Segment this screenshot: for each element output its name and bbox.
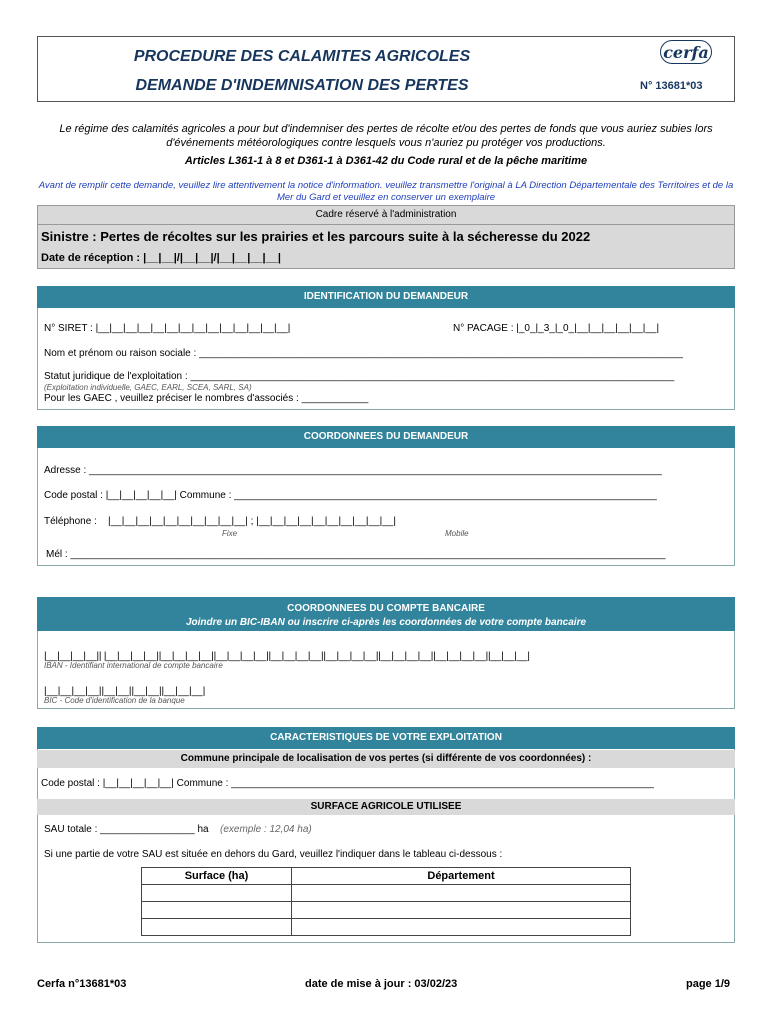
form-title: PROCEDURE DES CALAMITES AGRICOLES (133, 48, 471, 65)
table-cell[interactable] (142, 885, 292, 902)
table-cell[interactable] (292, 885, 631, 902)
table-row (142, 902, 631, 919)
table-cell[interactable] (292, 919, 631, 936)
admin-divider (37, 224, 735, 225)
mel-field[interactable]: Mél : ___________________________________________________________________________________________________________ (46, 549, 666, 560)
cerfa-number: N° 13681*03 (640, 80, 703, 92)
sau-note: Si une partie de votre SAU est située en dehors du Gard, veuillez l'indiquer dans le tableau ci-dessous : (44, 849, 503, 860)
departement-header: Département (292, 868, 631, 885)
coordonnees-heading: COORDONNEES DU DEMANDEUR (37, 426, 735, 448)
caract-heading: CARACTERISTIQUES DE VOTRE EXPLOITATION (37, 727, 735, 749)
table-cell[interactable] (142, 919, 292, 936)
notice-text: Avant de remplir cette demande, veuillez lire attentivement la notice d'information. veuillez transmettre l'original à LA Direction Départementale des Territoires et de la Mer du Gard et veuillez en conserver un exemplaire (38, 180, 734, 203)
surface-table (141, 867, 631, 936)
gaec-field[interactable]: Pour les GAEC , veuillez préciser le nombres d'associés : ____________ (44, 393, 369, 404)
fixe-label: Fixe (222, 529, 238, 538)
sinistre-text: Sinistre : Pertes de récoltes sur les prairies et les parcours suite à la sécheresse du 2022 (41, 229, 591, 244)
iban-label: IBAN - Identifiant international de compte bancaire (44, 661, 223, 670)
banque-heading-block (37, 597, 735, 631)
adresse-field[interactable]: Adresse : _______________________________________________________________________________________________________ (44, 465, 662, 476)
siret-field[interactable]: N° SIRET : |__|__|__|__|__|__|__|__|__|__|__|__|__|__| (44, 323, 291, 334)
statut-field[interactable]: Statut juridique de l'exploitation : _______________________________________________________________________________________ (44, 371, 675, 382)
bic-label: BIC - Code d'identification de la banque (44, 696, 185, 705)
footer-page: page 1/9 (686, 978, 731, 990)
footer-date: date de mise à jour : 03/02/23 (305, 978, 458, 990)
intro-text: Le régime des calamités agricoles a pour but d'indemniser des pertes de récolte et/ou des pertes de fonds que vous auriez subies lors d'événements météorologiques contre lesquels vous n'auriez pu protéger vos productions. (59, 123, 713, 149)
identification-heading: IDENTIFICATION DU DEMANDEUR (37, 286, 735, 308)
table-row (142, 919, 631, 936)
sau-example: (exemple : 12,04 ha) (220, 824, 312, 835)
statut-hint: (Exploitation individuelle, GAEC, EARL, SCEA, SARL, SA) (44, 383, 252, 392)
sau-field[interactable]: SAU totale : _________________ ha (44, 824, 209, 835)
commune-band: Commune principale de localisation de vos pertes (si différente de vos coordonnées) : (37, 750, 735, 768)
articles-text: Articles L361-1 à 8 et D361-1 à D361-42 du Code rural et de la pêche maritime (184, 155, 588, 167)
telephone-field[interactable]: |__|__|__|__|__|__|__|__|__|__| ; |__|__|__|__|__|__|__|__|__|__| (108, 516, 396, 527)
admin-label: Cadre réservé à l'administration (315, 209, 457, 220)
sau-band: SURFACE AGRICOLE UTILISEE (37, 799, 735, 815)
mobile-label: Mobile (445, 529, 469, 538)
iban-field[interactable]: |__|__|__|__|| |__|__|__|__||__|__|__|__||__|__|__|__||__|__|__|__||__|__|__|__||__|__|__|__||__|__|__|__||__|__|__| (44, 651, 530, 662)
table-cell[interactable] (142, 902, 292, 919)
table-row (142, 885, 631, 902)
cerfa-logo: cerfa (660, 40, 712, 64)
bic-field[interactable]: |__|__|__|__||__|__||__|__||__|__|__| (44, 686, 206, 697)
cp-commune-field[interactable]: Code postal : |__|__|__|__|__| Commune : ____________________________________________________________________________ (44, 490, 657, 501)
pacage-field[interactable]: N° PACAGE : |_0_|_3_|_0_|__|__|__|__|__|__| (453, 323, 660, 334)
table-header-row (142, 868, 631, 885)
caract-cp-field[interactable]: Code postal : |__|__|__|__|__| Commune : ____________________________________________________________________________ (41, 778, 654, 789)
banque-heading: COORDONNEES DU COMPTE BANCAIRE (287, 603, 485, 614)
table-cell[interactable] (292, 902, 631, 919)
telephone-label: Téléphone : (44, 516, 97, 527)
footer-cerfa: Cerfa n°13681*03 (37, 978, 127, 990)
form-subtitle: DEMANDE D'INDEMNISATION DES PERTES (135, 77, 469, 94)
surface-header: Surface (ha) (142, 868, 292, 885)
banque-subheading: Joindre un BIC-IBAN ou inscrire ci-après les coordonnées de votre compte bancaire (185, 617, 587, 628)
nom-field[interactable]: Nom et prénom ou raison sociale : _______________________________________________________________________________________ (44, 348, 683, 359)
reception-date: Date de réception : |__|__|/|__|__|/|__|__|__|__| (41, 252, 281, 264)
